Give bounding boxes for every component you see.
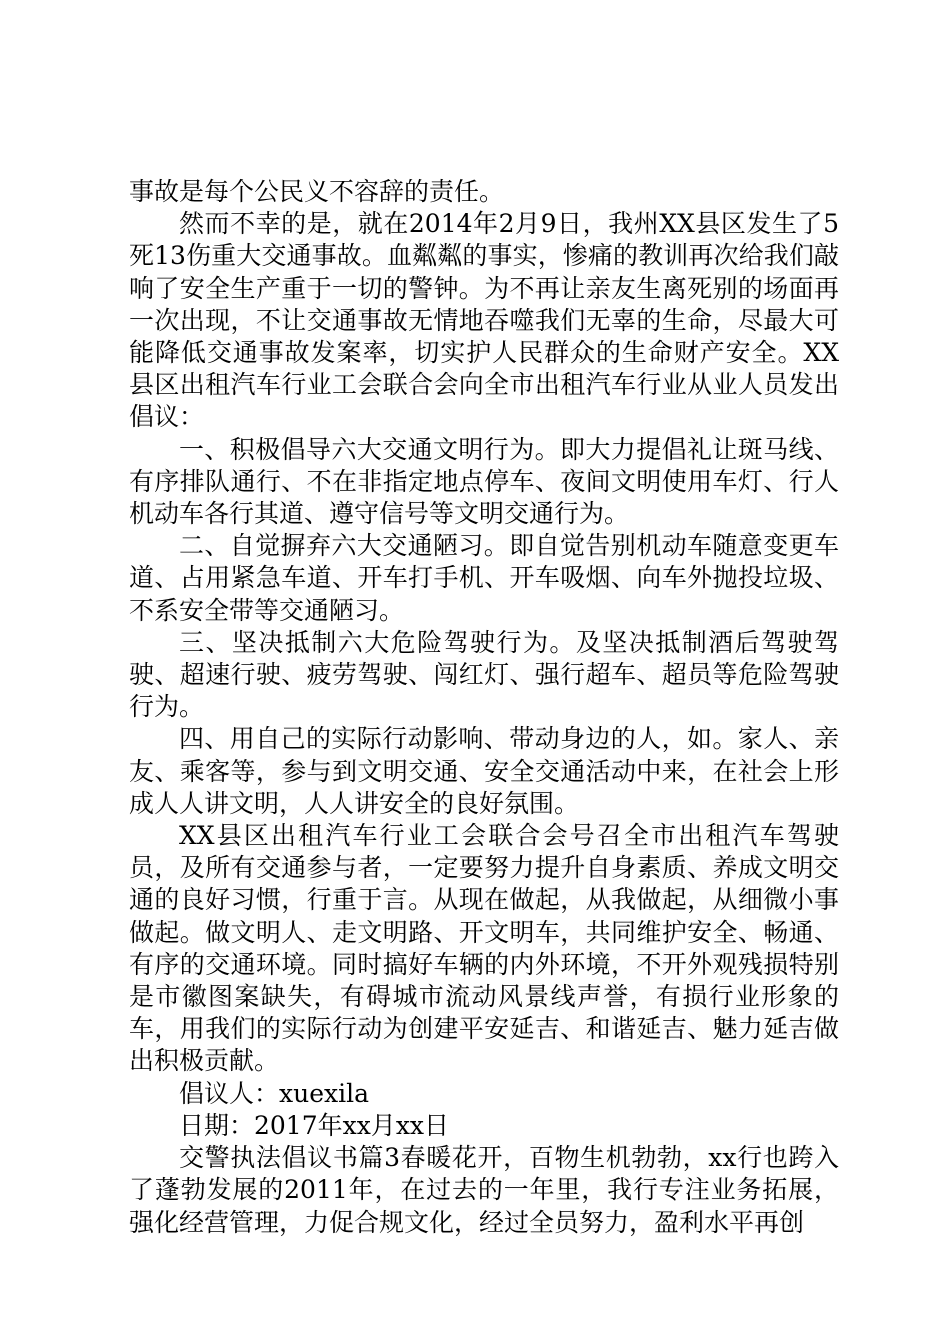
- paragraph-signatory: 倡议人：xuexila: [179, 1078, 369, 1108]
- paragraph-item-2: 二、自觉摒弃六大交通陋习。即自觉告别机动车随意变更车道、占用紧急车道、开车打手机、开车吸烟、向车外抛投垃圾、不系安全带等交通陋习。: [129, 531, 839, 625]
- paragraph-accident: 然而不幸的是，就在2014年2月9日，我州XX县区发生了5死13伤重大交通事故。血粼粼的事实，惨痛的教训再次给我们敲响了安全生产重于一切的警钟。为不再让亲友生离死别的场面再一次出现，不让交通事故无情地吞噬我们无辜的生命，尽最大可能降低交通事故发案率，切实护人民群众的生命财产安全。XX县区出租汽车行业工会联合会向全市出租汽车行业从业人员发出倡议：: [129, 209, 839, 432]
- paragraph-appeal: XX县区出租汽车行业工会联合会号召全市出租汽车驾驶员，及所有交通参与者，一定要努力提升自身素质、养成文明交通的良好习惯，行重于言。从现在做起，从我做起，从细微小事做起。做文明人、走文明路、开文明车，共同维护安全、畅通、有序的交通环境。同时搞好车辆的内外环境，不开外观残损特别是市徽图案缺失，有碍城市流动风景线声誉，有损行业形象的车，用我们的实际行动为创建平安延吉、和谐延吉、魅力延吉做出积极贡献。: [129, 821, 839, 1076]
- paragraph-intro-end: 事故是每个公民义不容辞的责任。: [129, 177, 505, 206]
- document-body: [129, 176, 839, 1239]
- paragraph-item-4: 四、用自己的实际行动影响、带动身边的人，如。家人、亲友、乘客等，参与到文明交通、安全交通活动中来，在社会上形成人人讲文明，人人讲安全的良好氛围。: [129, 724, 839, 818]
- paragraph-item-1: 一、积极倡导六大交通文明行为。即大力提倡礼让斑马线、有序排队通行、不在非指定地点停车、夜间文明使用车灯、行人机动车各行其道、遵守信号等文明交通行为。: [129, 434, 839, 529]
- paragraph-date: 日期：2017年xx月xx日: [179, 1110, 450, 1140]
- paragraph-next-article: 交警执法倡议书篇3春暖花开，百物生机勃勃，xx行也跨入了蓬勃发展的2011年，在过去的一年里，我行专注业务拓展，强化经营管理，力促合规文化，经过全员努力，盈利水平再创: [129, 1143, 839, 1237]
- paragraph-item-3: 三、坚决抵制六大危险驾驶行为。及坚决抵制酒后驾驶驾驶、超速行驶、疲劳驾驶、闯红灯、强行超车、超员等危险驾驶行为。: [129, 627, 839, 722]
